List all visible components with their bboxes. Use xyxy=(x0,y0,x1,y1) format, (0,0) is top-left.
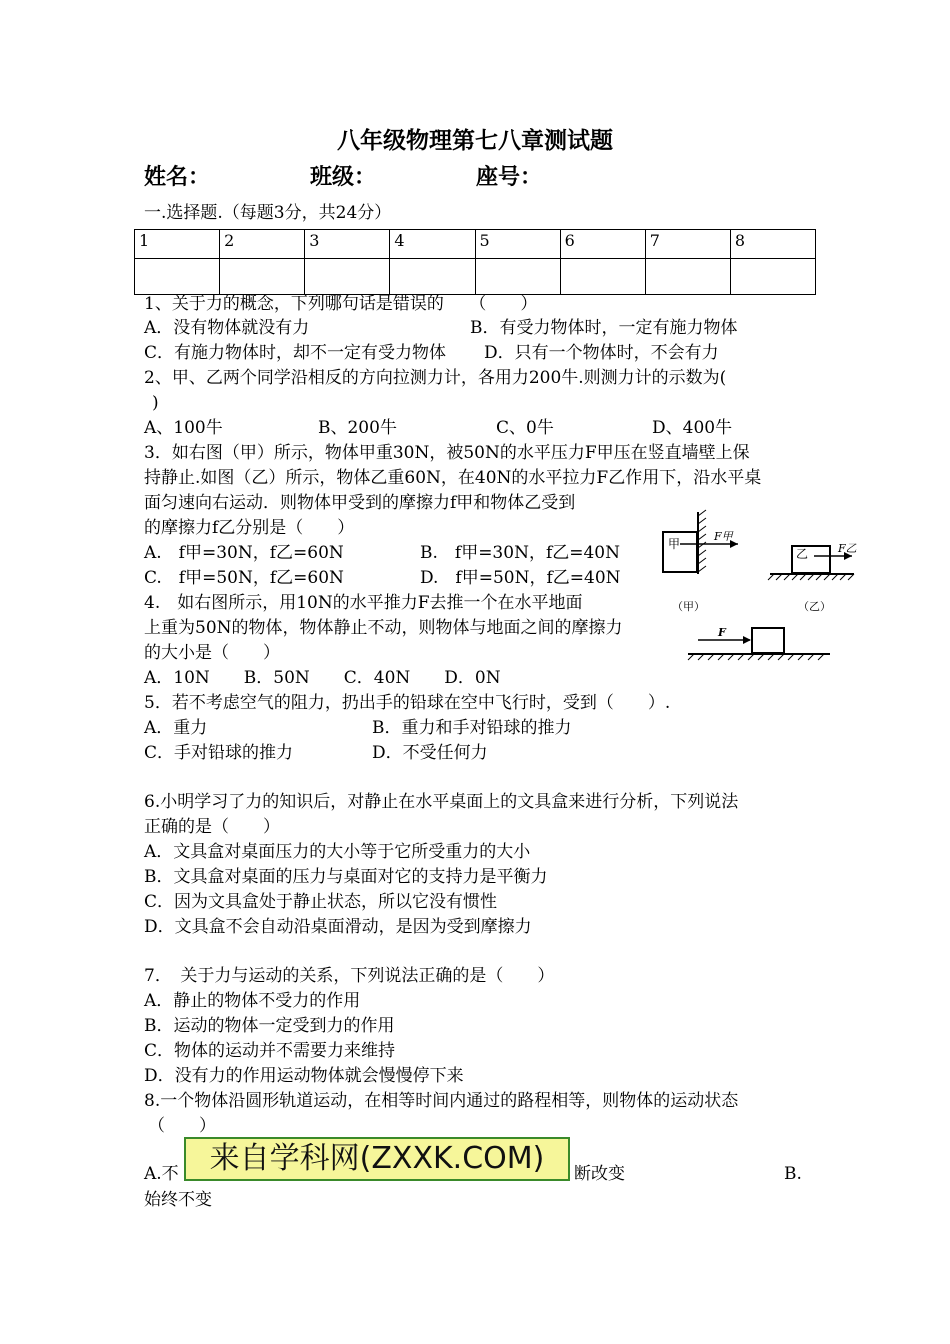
q3-option-d: D. f甲=50N，f乙=40N xyxy=(420,568,621,588)
answer-blank-cell[interactable] xyxy=(305,259,390,295)
answer-blank-cell[interactable] xyxy=(390,259,475,295)
q1-option-c: C．有施力物体时，却不一定有受力物体 xyxy=(144,343,447,363)
q5-option-d: D．不受任何力 xyxy=(372,743,488,763)
force-yi-label: F乙 xyxy=(838,542,857,555)
q7-option-c: C．物体的运动并不需要力来维持 xyxy=(144,1041,396,1061)
class-label: 班级： xyxy=(310,164,377,190)
seat-label: 座号： xyxy=(476,164,543,190)
q5-option-b: B．重力和手对铅球的推力 xyxy=(372,718,572,738)
answer-blank-cell[interactable] xyxy=(560,259,645,295)
q1-option-d: D．只有一个物体时，不会有力 xyxy=(484,343,719,363)
answer-header-cell: 7 xyxy=(645,230,730,259)
q3-line-2: 持静止.如图（乙）所示，物体乙重60N，在40N的水平拉力F乙作用下，沿水平桌 xyxy=(144,468,762,488)
q6-option-a: A．文具盒对桌面压力的大小等于它所受重力的大小 xyxy=(144,842,531,862)
q6-option-c: C．因为文具盒处于静止状态，所以它没有惯性 xyxy=(144,892,498,912)
q3-option-c: C. f甲=50N，f乙=60N xyxy=(144,568,344,588)
answer-blank-cell[interactable] xyxy=(220,259,305,295)
q4-line-2: 上重为50N的物体，物体静止不动，则物体与地面之间的摩擦力 xyxy=(144,618,623,638)
q3-line-1: 3．如右图（甲）所示，物体甲重30N，被50N的水平压力F甲压在竖直墙壁上保 xyxy=(144,443,750,463)
q1-stem: 1、关于力的概念，下列哪句话是错误的 （ ） xyxy=(144,294,538,314)
block-yi-label: 乙 xyxy=(796,547,809,561)
q2-stem: 2、甲、乙两个同学沿相反的方向拉测力计，各用力200牛.则测力计的示数为( xyxy=(144,368,727,388)
q2-option-c: C、0牛 xyxy=(496,418,554,438)
q2-option-d: D、400牛 xyxy=(652,418,733,438)
watermark-banner: 来自学科网(ZXXK.COM) xyxy=(184,1137,570,1181)
q3-figure xyxy=(658,508,858,618)
q5-option-a: A．重力 xyxy=(144,718,208,738)
q7-stem: 7． 关于力与运动的关系，下列说法正确的是（ ） xyxy=(144,966,555,986)
q8-line-2: （ ） xyxy=(148,1116,216,1136)
q4-line-3: 的大小是（ ） xyxy=(144,643,280,663)
caption-yi: （乙） xyxy=(798,600,831,613)
q5-stem: 5．若不考虑空气的阻力，扔出手的铅球在空中飞行时，受到（ ）. xyxy=(144,693,671,713)
block-q4 xyxy=(752,628,784,653)
answer-header-cell: 6 xyxy=(560,230,645,259)
q6-option-b: B．文具盒对桌面的压力与桌面对它的支持力是平衡力 xyxy=(144,867,548,887)
q4-options: A．10N B．50N C．40N D．0N xyxy=(144,668,501,688)
answer-table xyxy=(134,229,816,295)
q8-option-b-label: B. xyxy=(784,1164,802,1184)
q4-figure xyxy=(684,622,834,664)
q3-option-b: B. f甲=30N，f乙=40N xyxy=(420,543,620,563)
answer-header-cell: 1 xyxy=(135,230,220,259)
q8-option-a-start: A.不 xyxy=(144,1164,179,1184)
q4-line-1: 4. 如右图所示，用10N的水平推力F去推一个在水平地面 xyxy=(144,593,583,613)
force-jia-label: F甲 xyxy=(714,530,733,543)
q8-option-b-text: 始终不变 xyxy=(144,1190,212,1210)
answer-header-cell: 2 xyxy=(220,230,305,259)
page-title: 八年级物理第七八章测试题 xyxy=(337,127,613,154)
q1-option-a: A．没有物体就没有力 xyxy=(144,318,310,338)
answer-blank-cell[interactable] xyxy=(730,259,815,295)
answer-blank-cell[interactable] xyxy=(475,259,560,295)
q3-line-3: 面匀速向右运动．则物体甲受到的摩擦力f甲和物体乙受到 xyxy=(144,493,576,513)
answer-blank-cell[interactable] xyxy=(135,259,220,295)
q7-option-a: A．静止的物体不受力的作用 xyxy=(144,991,361,1011)
block-jia-label: 甲 xyxy=(668,537,681,551)
q8-line-1: 8.一个物体沿圆形轨道运动，在相等时间内通过的路程相等，则物体的运动状态 xyxy=(144,1091,739,1111)
wall-hatching xyxy=(698,510,706,572)
caption-jia: （甲） xyxy=(672,600,705,613)
q3-line-4: 的摩擦力f乙分别是（ ） xyxy=(144,518,355,538)
section-heading: 一.选择题.（每题3分，共24分） xyxy=(144,203,392,223)
q5-option-c: C．手对铅球的推力 xyxy=(144,743,294,763)
q2-option-b: B、200牛 xyxy=(318,418,397,438)
push-force-arrowhead xyxy=(743,636,751,644)
answer-header-cell: 3 xyxy=(305,230,390,259)
q6-option-d: D．文具盒不会自动沿桌面滑动，是因为受到摩擦力 xyxy=(144,917,532,937)
q7-option-b: B．运动的物体一定受到力的作用 xyxy=(144,1016,395,1036)
q6-line-2: 正确的是（ ） xyxy=(144,817,280,837)
answer-header-cell: 4 xyxy=(390,230,475,259)
q2-stem-end: ) xyxy=(152,393,159,413)
answer-header-cell: 5 xyxy=(475,230,560,259)
q2-option-a: A、100牛 xyxy=(144,418,223,438)
q6-line-1: 6.小明学习了力的知识后，对静止在水平桌面上的文具盒来进行分析，下列说法 xyxy=(144,792,739,812)
name-label: 姓名： xyxy=(144,164,211,190)
q8-option-a-end: 断改变 xyxy=(574,1164,625,1184)
q1-option-b: B．有受力物体时，一定有施力物体 xyxy=(470,318,738,338)
q3-option-a: A. f甲=30N，f乙=60N xyxy=(144,543,344,563)
q7-option-d: D．没有力的作用运动物体就会慢慢停下来 xyxy=(144,1066,464,1086)
answer-header-cell: 8 xyxy=(730,230,815,259)
answer-blank-cell[interactable] xyxy=(645,259,730,295)
push-force-label: F xyxy=(718,626,726,639)
